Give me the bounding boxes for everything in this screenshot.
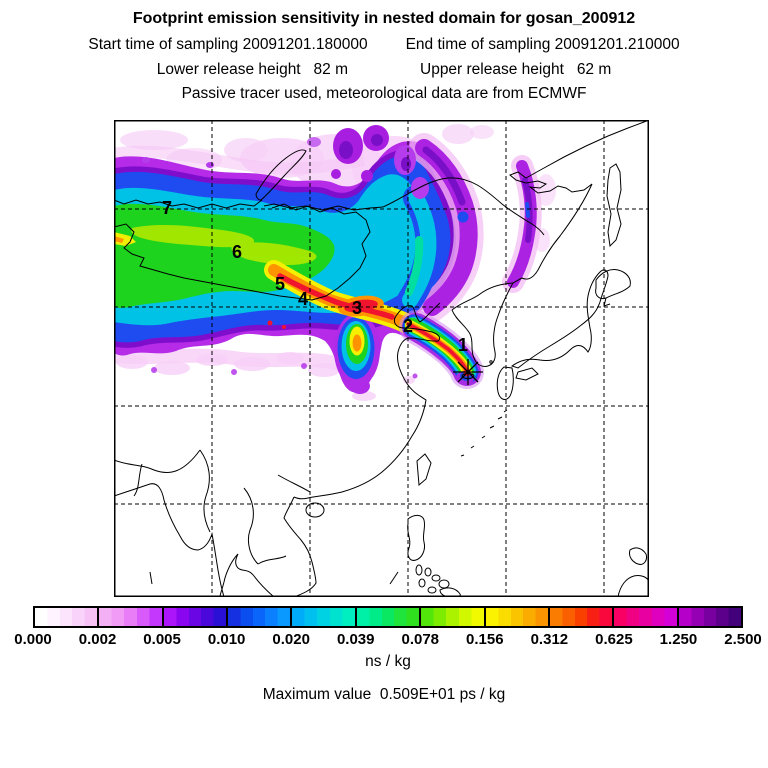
tracer-line xyxy=(0,85,768,103)
tracer-text: Passive tracer used, meteorological data are from ECMWF xyxy=(181,85,587,102)
colorbar-tick: 0.000 xyxy=(14,631,52,648)
footprint-map xyxy=(114,120,649,597)
maximum-value-line xyxy=(0,686,768,704)
colorbar-segment xyxy=(292,608,356,626)
map-area xyxy=(114,120,649,597)
maximum-value-text: Maximum value 0.509E+01 ps / kg xyxy=(262,686,506,703)
colorbar-tick: 1.250 xyxy=(659,631,698,648)
colorbar-segment xyxy=(228,608,292,626)
upper-release-text: Upper release height 62 m xyxy=(420,61,612,78)
colorbar-tick: 0.156 xyxy=(466,631,504,648)
colorbar-segment xyxy=(35,608,99,626)
colorbar-segment xyxy=(679,608,741,626)
release-heights-line xyxy=(0,61,768,79)
trajectory-label-3: 3 xyxy=(351,298,363,318)
page-title xyxy=(0,10,768,28)
colorbar-tick: 0.002 xyxy=(78,631,117,648)
sampling-times-line xyxy=(0,36,768,54)
colorbar-tick: 0.625 xyxy=(595,631,633,648)
colorbar-tick-labels xyxy=(14,631,762,649)
trajectory-label-5: 5 xyxy=(274,274,286,294)
units-text: ns / kg xyxy=(365,653,411,670)
colorbar-tick: 0.010 xyxy=(207,631,246,648)
colorbar-segment xyxy=(486,608,550,626)
colorbar-tick: 2.500 xyxy=(724,631,762,648)
title-text: Footprint emission sensitivity in nested domain for gosan_200912 xyxy=(132,10,636,27)
colorbar-tick: 0.039 xyxy=(336,631,375,648)
colorbar-segment xyxy=(164,608,228,626)
colorbar-tick: 0.020 xyxy=(272,631,310,648)
plume-hanging-blob xyxy=(334,313,380,394)
start-time-text: Start time of sampling 20091201.180000 xyxy=(88,36,368,53)
colorbar-tick: 0.005 xyxy=(143,631,181,648)
lower-release-text: Lower release height 82 m xyxy=(156,61,348,78)
colorbar-segment xyxy=(614,608,678,626)
trajectory-label-2: 2 xyxy=(402,316,414,336)
trajectory-label-6: 6 xyxy=(231,242,243,262)
colorbar-segment xyxy=(421,608,485,626)
plume-sakhalin-strip xyxy=(513,166,531,282)
colorbar-segment xyxy=(99,608,163,626)
colorbar-tick: 0.312 xyxy=(530,631,569,648)
colorbar xyxy=(33,606,743,628)
colorbar-segment xyxy=(550,608,614,626)
colorbar-units xyxy=(33,653,743,671)
trajectory-label-4: 4 xyxy=(297,289,309,309)
trajectory-label-1: 1 xyxy=(457,335,469,355)
colorbar-segment xyxy=(357,608,421,626)
colorbar-tick: 0.078 xyxy=(401,631,440,648)
trajectory-label-7: 7 xyxy=(161,198,173,218)
end-time-text: End time of sampling 20091201.210000 xyxy=(405,36,680,53)
